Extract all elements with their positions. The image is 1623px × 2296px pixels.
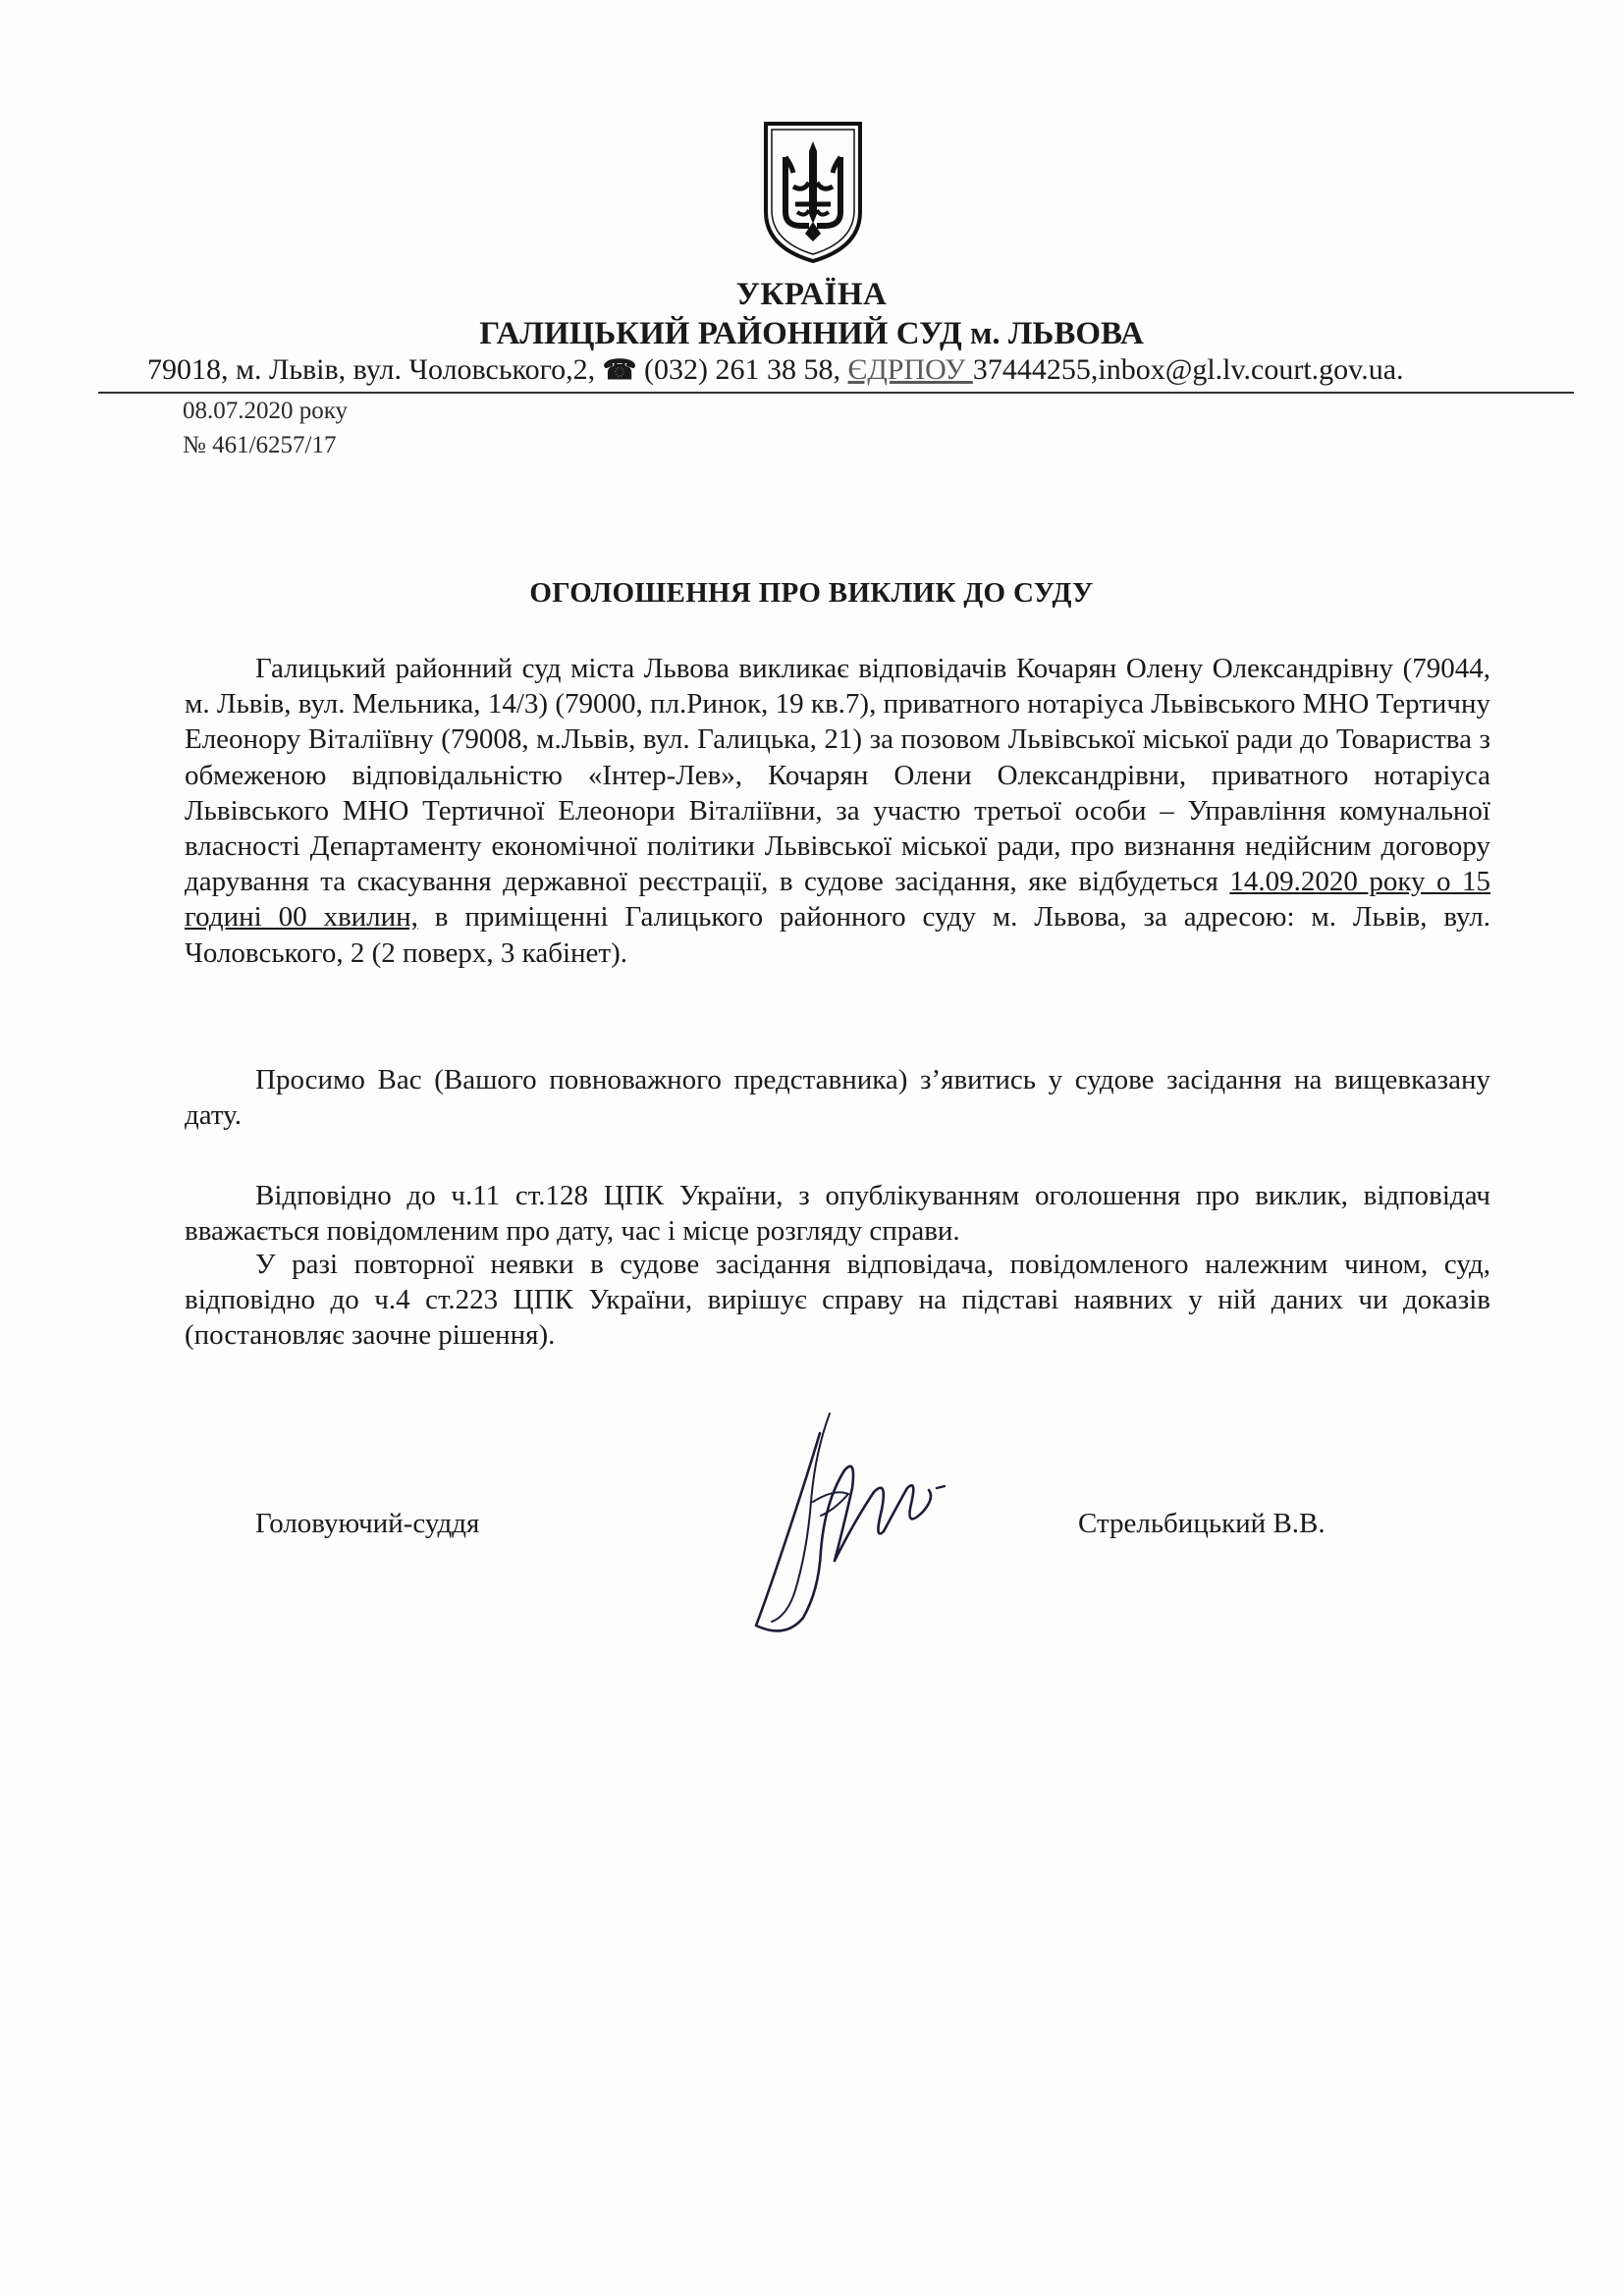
- coat-of-arms-icon: [760, 118, 866, 265]
- country-heading: УКРАЇНА: [735, 277, 888, 312]
- hearing-datetime: 14.09.2020 року о 15 годині 00 хвилин,: [185, 866, 1490, 934]
- edrpou-and-email: 37444255,inbox@gl.lv.court.gov.ua.: [972, 353, 1404, 386]
- hearing-location: в приміщенні Галицького районного суду м. Львова, за адресою: м. Львів, вул. Чоловського, 2 (2 поверх, 3 кабінет).: [185, 901, 1490, 969]
- address-text: 79018, м. Львів, вул. Чоловського,2,: [147, 353, 603, 386]
- paragraph-request: Просимо Вас (Вашого повноважного представника) з’явитись у судове засідання на вищевказану дату.: [185, 1064, 1490, 1132]
- paragraph-default: У разі повторної неявки в судове засідання відповідача, повідомленого належним чином, суд, відповідно до ч.4 ст.223 ЦПК України, вирішує справу на підставі наявних у ній даних чи доказів (постановляє заочне рішення).: [185, 1249, 1490, 1352]
- court-address-line: [147, 353, 1561, 387]
- judge-name: Стрельбицький В.В.: [1078, 1508, 1325, 1539]
- summons-text: Галицький районний суд міста Львова викликає відповідачів Кочарян Олену Олександрівну (79044, м. Львів, вул. Мельника, 14/3) (79000, пл.Ринок, 19 кв.7), приватного нотаріуса Львівського МНО Тертичну Елеонору Віталіївну (79008, м.Львів, вул. Галицька, 21) за позовом Львівської міської ради до Товариства з обмеженою відповідальністю «Інтер-Лев», Кочарян Олени Олександрівни, приватного нотаріуса Львівського МНО Тертичної Елеонори Віталіївни, за участю третьої особи – Управління комунальної власності Департаменту економічної політики Львівської міської ради, про визнання недійсним договору дарування та скасування державної реєстрації, в судове засідання, яке відбудеться: [185, 653, 1490, 898]
- document-date: 08.07.2020 року: [183, 398, 349, 424]
- court-heading: ГАЛИЦЬКИЙ РАЙОННИЙ СУД м. ЛЬВОВА: [479, 316, 1144, 351]
- document-title: ОГОЛОШЕННЯ ПРО ВИКЛИК ДО СУДУ: [529, 577, 1094, 609]
- paragraph-summons: [185, 651, 1490, 971]
- case-number: № 461/6257/17: [183, 432, 337, 458]
- edrpou-label: ЄДРПОУ: [847, 353, 973, 386]
- phone-icon: ☎: [602, 355, 637, 386]
- judge-role: Головуючий-суддя: [255, 1508, 480, 1539]
- handwritten-signature: [727, 1394, 962, 1649]
- phone-number: (032) 261 38 58,: [636, 353, 848, 386]
- paragraph-notice: Відповідно до ч.11 ст.128 ЦПК України, з опублікуванням оголошення про виклик, відповідач вважається повідомленим про дату, час і місце розгляду справи.: [185, 1180, 1490, 1248]
- header-divider: [98, 392, 1574, 394]
